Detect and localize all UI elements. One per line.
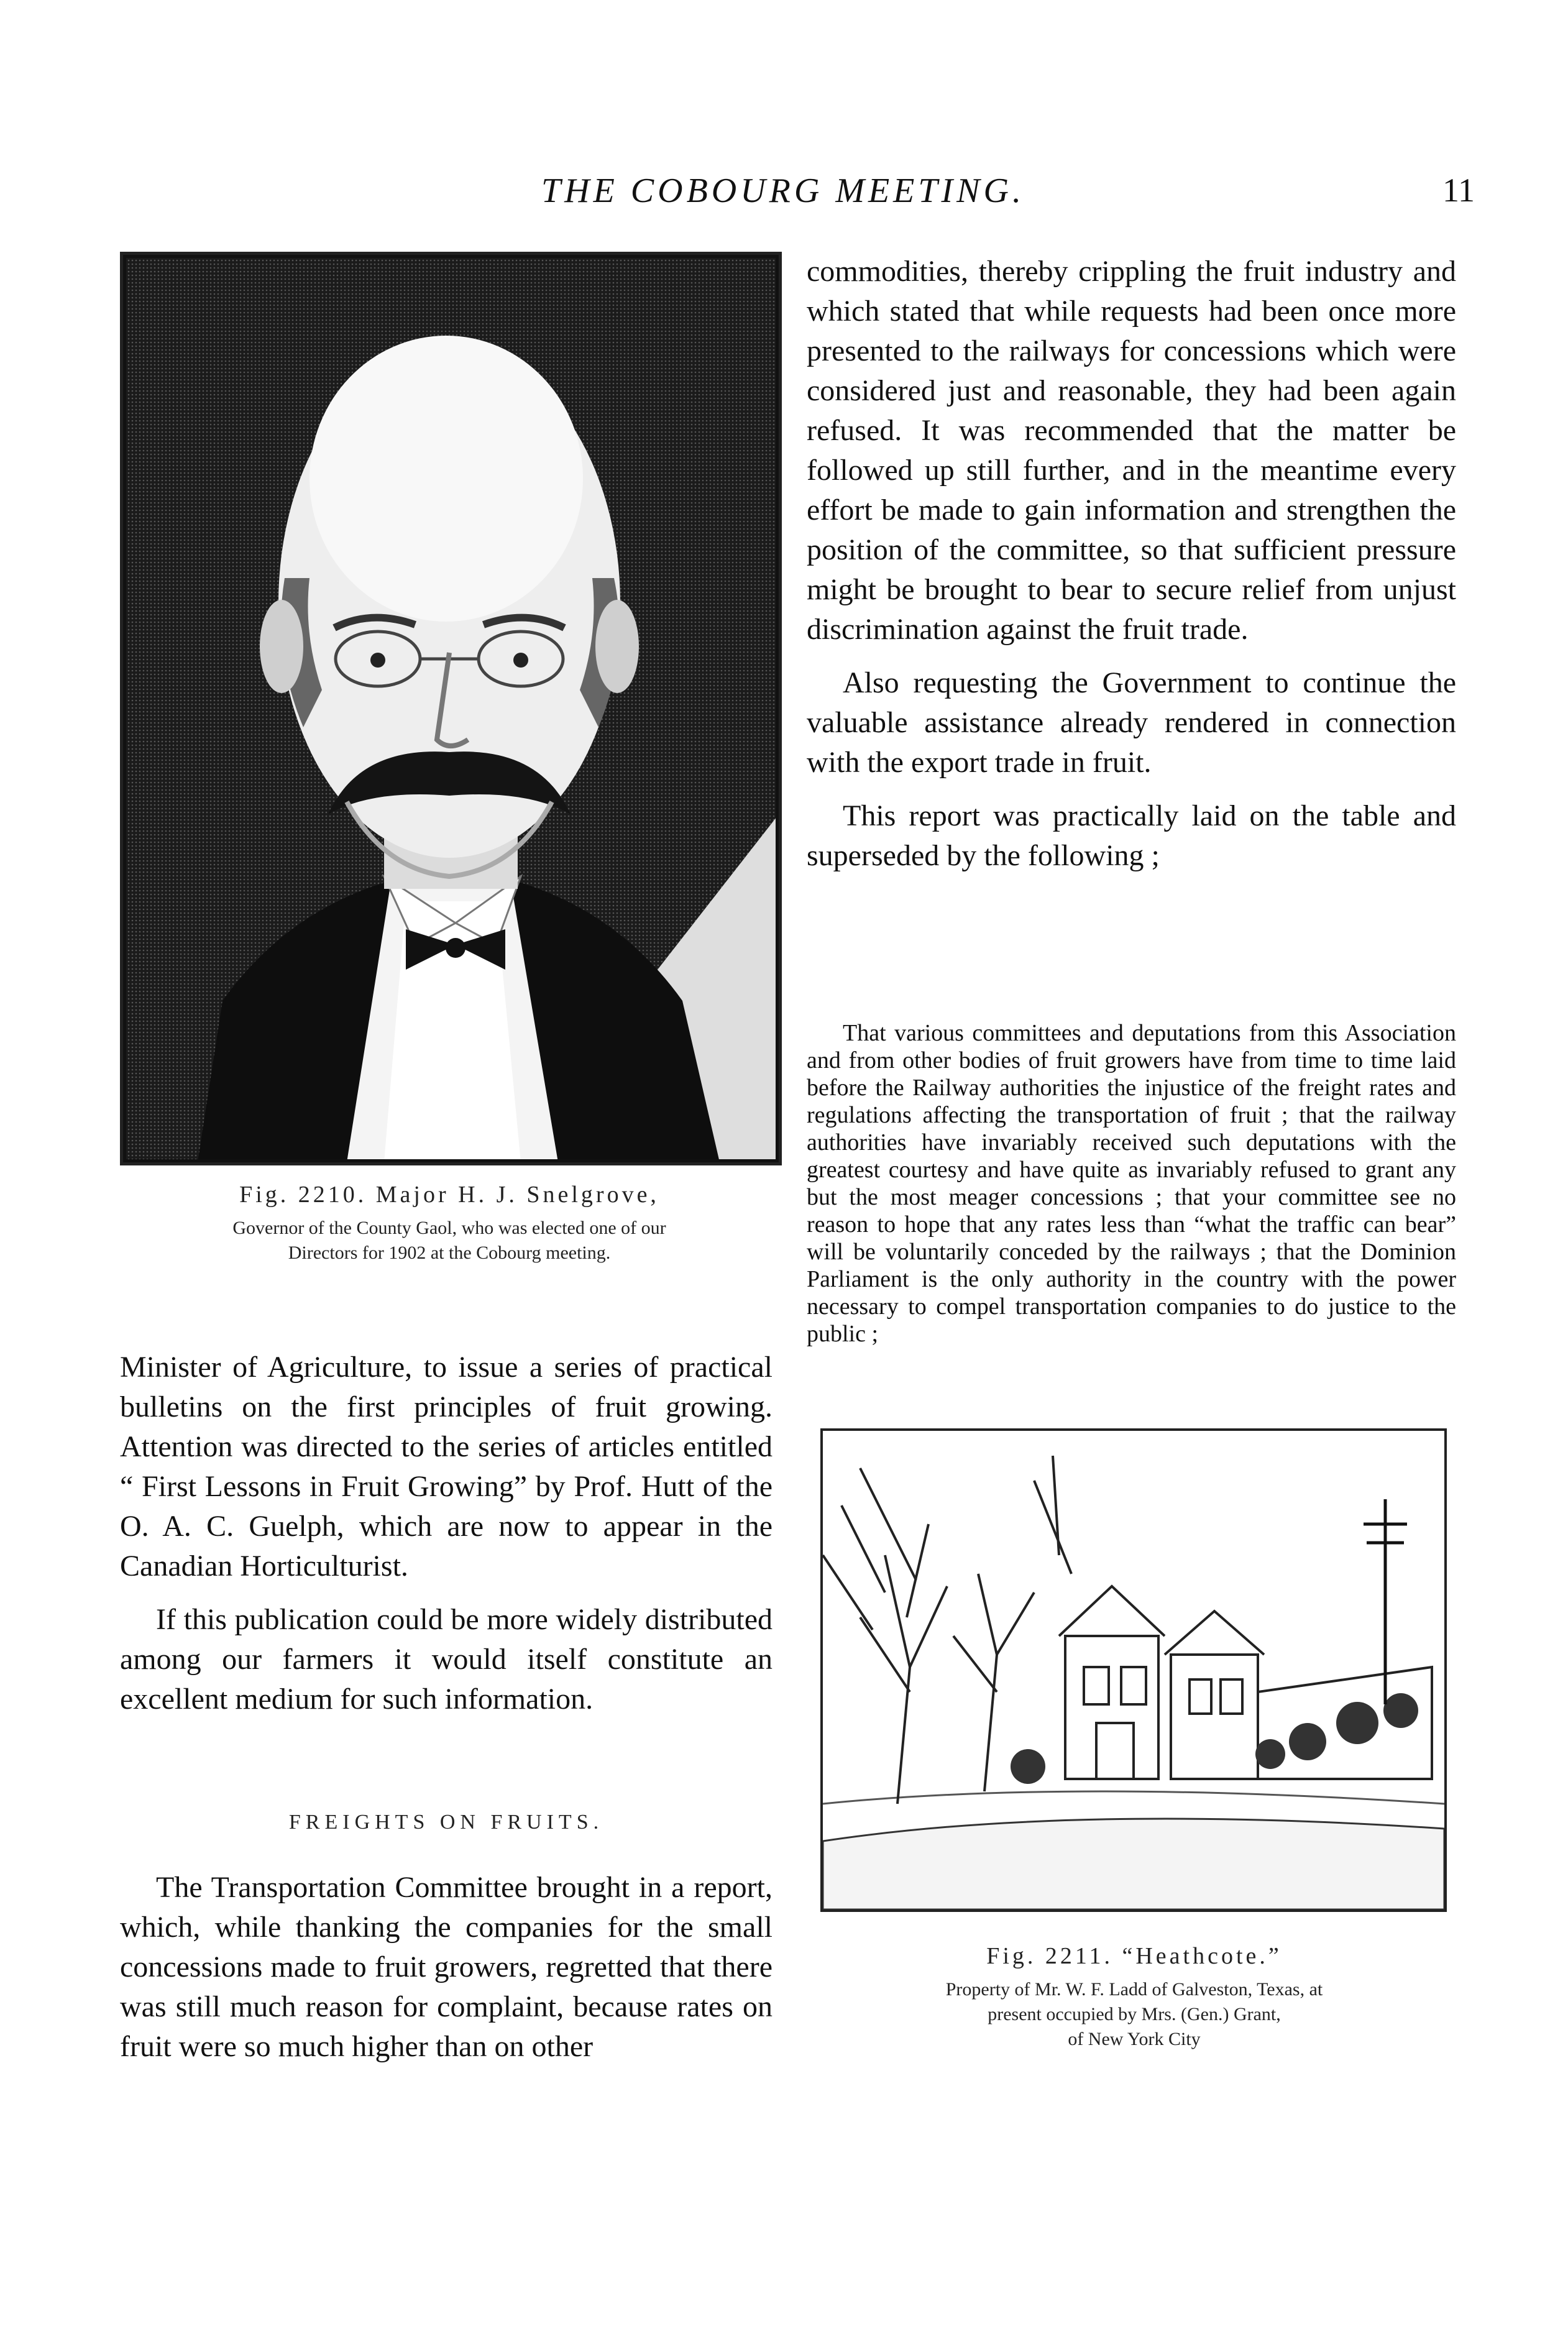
left-paragraph-2: If this publication could be more widely distributed among our farmers it would itself constitute an excellent medium for such information. [120,1603,773,1716]
heathcote-photo [820,1428,1447,1912]
right-paragraph-2: Also requesting the Government to continue the valuable assistance already rendered in connection with the export trade in fruit. [807,666,1456,779]
portrait-illustration [123,255,779,1162]
left-column-continued [120,1868,773,2067]
page-number: 11 [1442,172,1475,209]
portrait-photo [120,252,782,1165]
section-heading: FREIGHTS ON FRUITS. [288,1811,604,1834]
figure-2210-caption-title: Fig. 2210. Major H. J. Snelgrove, [239,1182,659,1208]
right-paragraph-3: This report was practically laid on the table and superseded by the following ; [807,799,1456,872]
left-paragraph-3: The Transportation Committee brought in a report, which, while thanking the companies for the small concessions made to fruit growers, regretted that there was still much reason for complaint, because rates on fruit were so much higher than on other [120,1871,773,2063]
right-column [807,252,1456,876]
heathcote-illustration [823,1431,1444,1909]
figure-2211-caption-title: Fig. 2211. “Heathcote.” [986,1943,1282,1969]
figure-2210-caption-line-2: Directors for 1902 at the Cobourg meeting. [288,1243,611,1263]
figure-2211-caption-line-3: of New York City [1068,2029,1201,2049]
figure-2210-caption-line-1: Governor of the County Gaol, who was elected one of our [232,1218,666,1238]
figure-2211-caption [814,1942,1454,2052]
figure-2211-caption-line-2: present occupied by Mrs. (Gen.) Grant, [988,2004,1281,2024]
left-paragraph-1: Minister of Agriculture, to issue a series of practical bulletins on the first principles of fruit growing. Attention was directed to the series of articles entitled “ First Lessons in Fruit Growing” by Prof. Hutt of the O. A. C. Guelph, which are now to appear in the Canadian Horticulturist. [120,1351,773,1583]
right-paragraph-1: commodities, thereby crippling the fruit industry and which stated that while requests had been once more presented to the railways for concessions which were considered just and reasonable, they had been again refused. It was recommended that the matter be followed up still further, and in the meantime every effort be made to gain information and strengthen the position of the committee, so that sufficient pressure might be brought to bear to secure relief from unjust discrimination against the fruit trade. [807,255,1456,646]
figure-2210-caption [120,1181,779,1266]
resolution-text: That various committees and deputations from this Association and from other bodies of fruit growers have from time to time laid before the Railway authorities the injustice of the freight rates and regulations affecting the transportation of fruit ; that the railway authorities have invariably received such deputations with the greatest courtesy and have quite as invariably refused to grant any but the most meager concessions ; that your committee see no reason to hope that any rates less than “what the traffic can bear” will be voluntarily conceded by the railways ; that the Dominion Parliament is the only authority in the country with the power necessary to compel transportation companies to do justice to the public ; [807,1020,1456,1347]
figure-2211-caption-line-1: Property of Mr. W. F. Ladd of Galveston, Texas, at [945,1979,1323,2000]
left-column [120,1348,773,1719]
running-title: THE COBOURG MEETING. [541,172,1025,210]
